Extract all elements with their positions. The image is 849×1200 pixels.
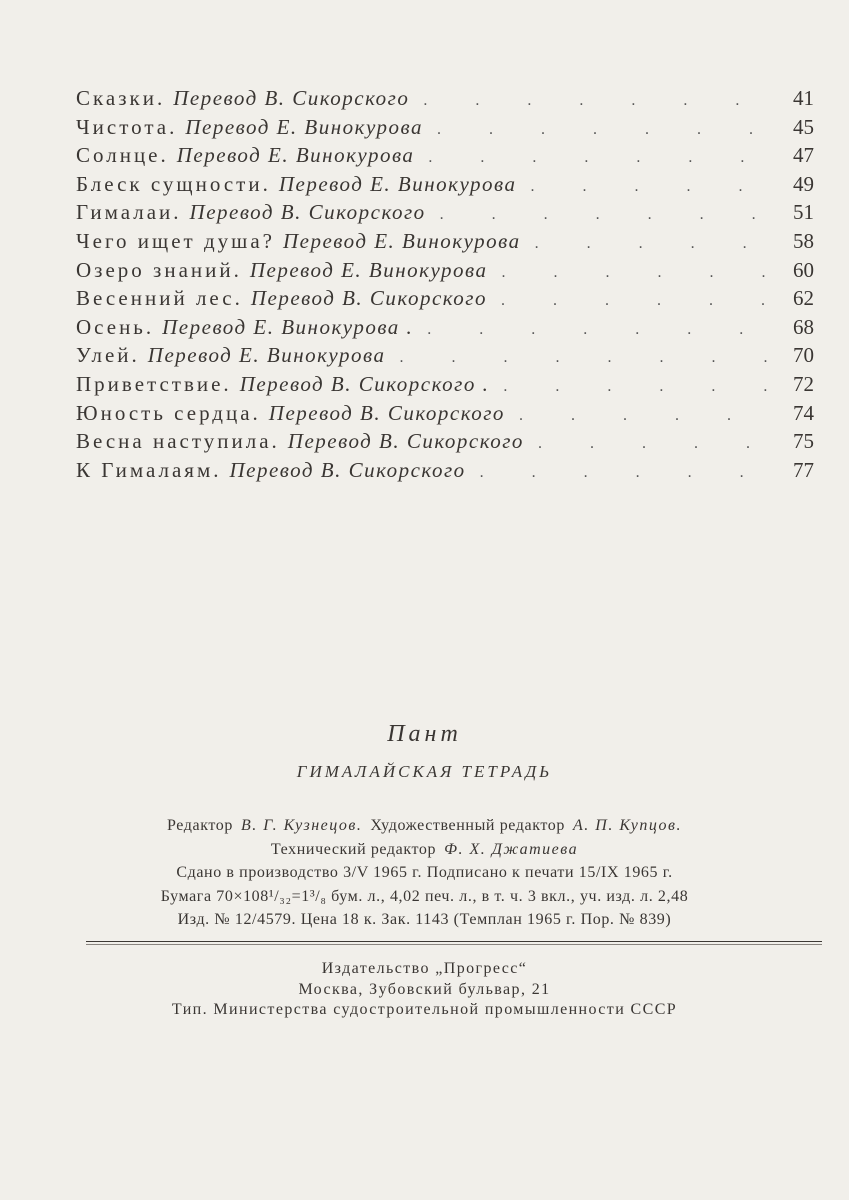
publisher-name: Издательство „Прогресс“ [321,960,528,977]
toc-entry-title: Блеск сущности. [76,171,271,196]
toc-entry-translator: Перевод В. Сикорского [250,286,487,311]
toc-entry [76,341,814,370]
toc-entry [76,284,814,313]
toc-leader-dots [480,459,772,488]
toc-entry-page: 74 [793,400,814,425]
toc-entry [76,370,814,399]
toc-entry-title: Приветствие. [76,371,232,396]
toc-entry-translator: Перевод Е. Винокурова [147,343,386,368]
book-author: Пант [387,721,462,747]
toc-entry-translator: Перевод В. Сикорского [173,86,410,110]
toc-leader-dots [535,230,772,259]
publisher-address: Москва, Зубовский бульвар, 21 [298,981,551,998]
toc-entry [76,456,814,485]
tech-editor-line [0,838,849,862]
toc-entry [76,399,814,428]
editor-name: В. Г. Кузнецов. [240,817,363,834]
toc-entry-page: 72 [793,371,814,396]
art-editor-label: Художественный редактор [370,817,565,834]
toc-entry-page: 60 [793,257,814,282]
toc-entry-translator: Перевод В. Сикорского . [239,371,490,396]
table-of-contents [76,84,814,484]
toc-entry-page: 41 [793,86,814,110]
toc-leader-dots [440,201,772,230]
imprint-block [0,958,849,1000]
toc-entry-page: 51 [793,200,814,225]
toc-leader-dots [538,430,772,459]
toc-entry-title: Весна наступила. [76,429,280,454]
toc-entry-title: К Гималаям. [76,457,222,482]
paper-line: Бумага 70×108¹/₃₂=1³/₈ бум. л., 4,02 печ. л., в т. ч. 3 вкл., уч. изд. л. 2,48 [160,887,689,905]
toc-entry [76,227,814,256]
toc-entry-translator: Перевод В. Сикорского [268,400,505,425]
toc-entry-page: 58 [793,228,814,253]
printer-line: Тип. Министерства судостроительной промышленности СССР [171,1001,678,1018]
toc-entry [76,313,814,342]
toc-entry-translator: Перевод Е. Винокурова [185,114,423,139]
toc-entry-page: 47 [793,143,814,168]
edition-line: Изд. № 12/4579. Цена 18 к. Зак. 1143 (Темплан 1965 г. Пор. № 839) [177,911,672,929]
toc-leader-dots [502,259,772,288]
toc-entry-title: Солнце. [76,143,169,168]
toc-leader-dots [428,144,772,173]
tech-editor-label: Технический редактор [270,840,437,858]
toc-entry-translator: Перевод В. Сикорского [229,457,466,482]
toc-entry-title: Весенний лес. [76,286,243,311]
toc-leader-dots [427,316,772,345]
toc-entry-translator: Перевод В. Сикорского [189,200,426,225]
toc-entry-translator: Перевод Е. Винокурова [176,143,415,168]
production-line: Сдано в производство 3/V 1965 г. Подписано к печати 15/IX 1965 г. [176,864,673,882]
toc-entry-page: 49 [793,171,814,196]
toc-entry [76,170,814,199]
toc-entry-translator: Перевод В. Сикорского [287,429,524,454]
toc-entry-title: Озеро знаний. [76,257,242,282]
toc-entry [76,198,814,227]
toc-entry-page: 62 [793,286,814,311]
toc-entry-title: Чего ищет душа? [76,228,275,253]
toc-entry-translator: Перевод Е. Винокурова [249,257,488,282]
toc-entry-title: Чистота. [76,114,178,139]
editor-label: Редактор [166,817,233,834]
toc-leader-dots [501,287,772,316]
toc-entry-translator: Перевод Е. Винокурова [282,228,521,253]
toc-leader-dots [519,402,772,431]
toc-entry-page: 70 [793,343,814,368]
toc-leader-dots [503,373,772,402]
art-editor-name: А. П. Купцов. [572,817,682,834]
toc-entry-title: Сказки. [76,86,166,110]
toc-entry-page: 45 [793,114,814,139]
toc-entry-page: 68 [793,314,814,339]
colophon-block [0,814,849,932]
toc-entry [76,256,814,285]
toc-entry-page: 77 [793,457,814,482]
toc-entry [76,113,814,142]
toc-leader-dots [423,87,772,116]
toc-entry [76,141,814,170]
toc-entry-title: Улей. [76,343,140,368]
toc-entry-title: Юность сердца. [76,400,261,425]
toc-entry-title: Осень. [76,314,155,339]
toc-leader-dots [437,116,772,145]
divider-rule [86,941,822,942]
toc-entry-page: 75 [793,429,814,454]
toc-entry-translator: Перевод Е. Винокурова . [162,314,414,339]
editors-line [0,814,849,838]
toc-entry-translator: Перевод Е. Винокурова [278,171,517,196]
book-title: ГИМАЛАЙСКАЯ ТЕТРАДЬ [296,762,553,781]
toc-leader-dots [531,173,773,202]
toc-entry [76,84,814,113]
toc-leader-dots [399,344,772,373]
tech-editor-name: Ф. Х. Джатиева [444,840,579,858]
toc-entry-title: Гималаи. [76,200,182,225]
toc-entry [76,427,814,456]
